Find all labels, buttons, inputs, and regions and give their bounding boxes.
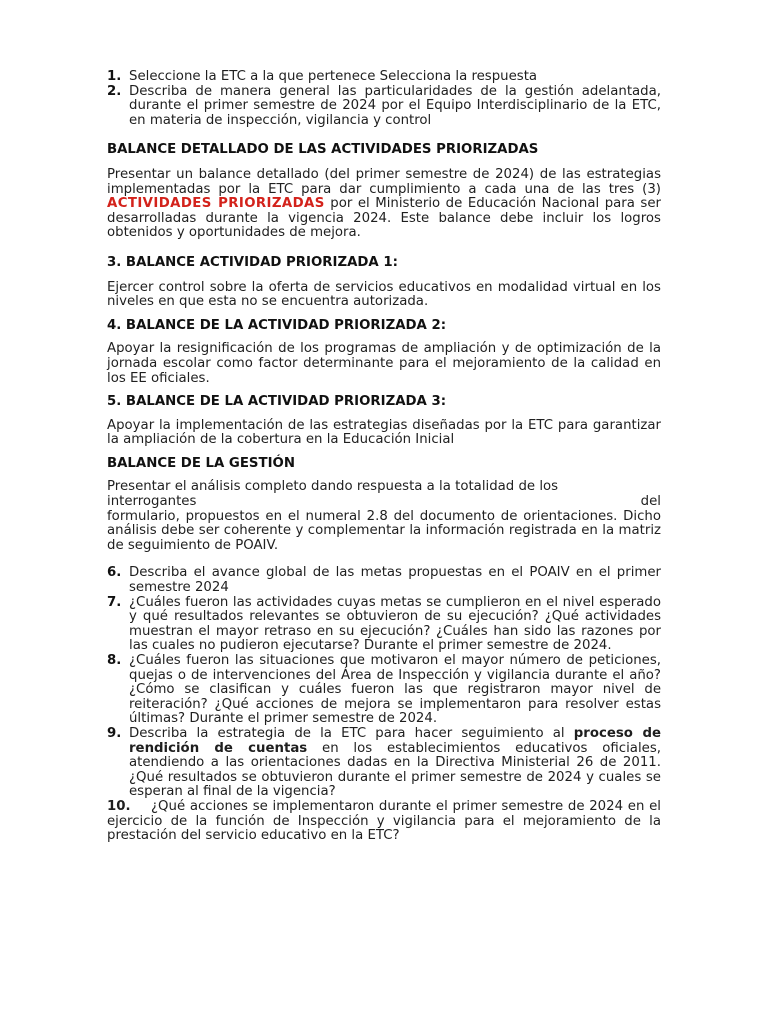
- actividad-3-text: Apoyar la implementación de las estrategias diseñadas por la ETC para garantizar la ampliación de la cobertura en la Educación Inicial: [107, 417, 661, 448]
- list-item: [107, 654, 661, 727]
- section-heading-gestion: BALANCE DE LA GESTIÓN: [107, 455, 295, 471]
- gestion-line: Presentar el análisis completo dando respuesta a la totalidad de los: [107, 479, 559, 495]
- list-item: [107, 596, 661, 654]
- item-number: 1.: [107, 69, 122, 84]
- item-number: 10.: [107, 798, 131, 814]
- item-text: Describa de manera general las particularidades de la gestión adelantada, durante el primer semestre de 2024 por el Equipo Interdisciplinario de la ETC, en materia de inspección, vigilancia y control: [129, 83, 661, 128]
- item-text-part: Describa la estrategia de la ETC para hacer seguimiento al: [129, 725, 574, 741]
- list-item: [107, 566, 661, 595]
- actividad-1-text: Ejercer control sobre la oferta de servicios educativos en modalidad virtual en los niveles en que esta no se encuentra autorizada.: [107, 279, 661, 310]
- document-page: [107, 70, 661, 844]
- list-item: [107, 727, 661, 800]
- bold-rendicion-de-cuentas: proceso de rendición de cuentas: [129, 725, 662, 756]
- list-item: [107, 800, 661, 844]
- item-text: ¿Qué acciones se implementaron durante el primer semestre de 2024 en el ejercicio de la función de Inspección y vigilancia para el mejoramiento de la prestación del servicio educativo en la ETC?: [107, 798, 661, 844]
- section-heading-actividad-3: 5. BALANCE DE LA ACTIVIDAD PRIORIZADA 3:: [107, 394, 447, 410]
- highlight-actividades-priorizadas: ACTIVIDADES PRIORIZADAS: [107, 196, 325, 212]
- item-number: 7.: [107, 594, 122, 610]
- item-text: ¿Cuáles fueron las situaciones que motivaron el mayor número de peticiones, quejas o de intervenciones del Área de Inspección y vigilancia durante el año? ¿Cómo se clasifican y cuáles fueron las que registraron mayor nivel de reiteración? ¿Qué acciones de mejora se implementaron para resolver estas últimas? Durante el primer semestre de 2024.: [129, 653, 661, 727]
- paragraph-text: por el Ministerio de Educación Nacional para ser desarrolladas durante la vigencia 2024. Este balance debe incluir los logros obtenidos y oportunidades de mejora.: [107, 196, 662, 241]
- item-number: 8.: [107, 653, 122, 668]
- actividad-2-text: Apoyar la resignificación de los programas de ampliación y de optimización de la jornada escolar como factor determinante para el mejoramiento de la calidad en los EE oficiales.: [107, 341, 661, 386]
- list-item: [107, 70, 661, 85]
- gestion-line: [107, 495, 661, 510]
- section-heading-balance-detallado: BALANCE DETALLADO DE LAS ACTIVIDADES PRIORIZADAS: [107, 142, 539, 158]
- item-text: Describa el avance global de las metas propuestas en el POAIV en el primer semestre 2024: [129, 565, 661, 596]
- questions-list: [107, 566, 661, 843]
- gestion-rest: formulario, propuestos en el numeral 2.8 del documento de orientaciones. Dicho análisis debe ser coherente y complementar la información registrada en la matriz de seguimiento de POAIV.: [107, 508, 661, 553]
- item-number: 9.: [107, 725, 122, 741]
- gestion-word: interrogantes: [107, 494, 197, 510]
- section-heading-actividad-1: 3. BALANCE ACTIVIDAD PRIORIZADA 1:: [107, 254, 398, 270]
- item-text: [129, 727, 661, 800]
- item-text: ¿Cuáles fueron las actividades cuyas metas se cumplieron en el nivel esperado y qué resultados relevantes se obtuvieron de su ejecución? ¿Qué actividades muestran el mayor retraso en su ejecución? ¿Cuáles han sido las razones por las cuales no pudieron ejecutarse? Durante el primer semestre de 2024.: [129, 594, 661, 654]
- section-heading-actividad-2: 4. BALANCE DE LA ACTIVIDAD PRIORIZADA 2:: [107, 317, 447, 333]
- item-number: 2.: [107, 83, 122, 99]
- item-text: Seleccione la ETC a la que pertenece Selecciona la respuesta: [129, 69, 538, 84]
- paragraph-text: Presentar un balance detallado (del primer semestre de 2024) de las estrategias implementadas por la ETC para dar cumplimiento a cada una de las tres (3): [107, 166, 661, 197]
- item-text-part: en los establecimientos educativos oficiales, atendiendo a las orientaciones dadas en la Directiva Ministerial 26 de 2011. ¿Qué resultados se obtuvieron durante el primer semestre de 2024 y cuales se esperan al final de la vigencia?: [129, 740, 661, 800]
- item-number: 6.: [107, 565, 122, 581]
- gestion-word: del: [640, 494, 661, 510]
- balance-detallado-paragraph: [107, 168, 661, 241]
- list-item: [107, 85, 661, 129]
- gestion-paragraph: [107, 480, 661, 553]
